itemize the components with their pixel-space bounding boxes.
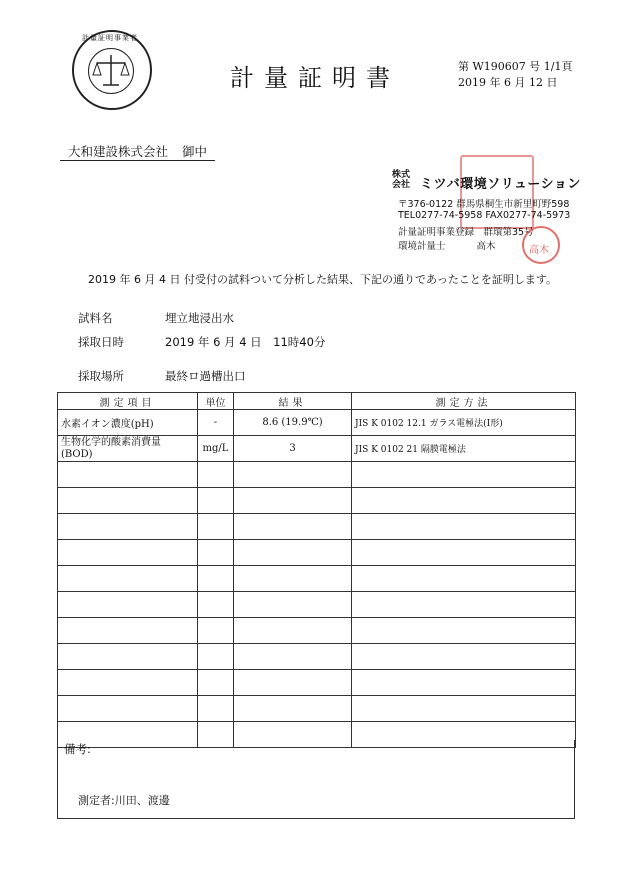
results-table xyxy=(57,392,575,748)
certification-statement: 2019 年 6 月 4 日 付受付の試料ついて分析した結果、下記の通りであったことを証明します。 xyxy=(88,273,557,286)
measurer-title: 環境計量士 xyxy=(398,241,446,252)
table-row-empty xyxy=(58,696,576,722)
table-row-empty xyxy=(58,670,576,696)
row-item: 水素イオン濃度(pH) xyxy=(58,410,198,436)
measured-by: 測定者:川田、渡邊 xyxy=(78,794,170,807)
personal-seal-text: 高木 xyxy=(529,245,549,256)
sampling-date-value: 2019 年 6 月 4 日 11時40分 xyxy=(165,335,326,349)
issuer-tel-fax: TEL0277-74-5958 FAX0277-74-5973 xyxy=(398,210,571,221)
table-row xyxy=(58,436,576,462)
sample-name-value: 埋立地浸出水 xyxy=(165,311,234,325)
table-row-empty xyxy=(58,488,576,514)
row-item: 生物化学的酸素消費量 (BOD) xyxy=(58,436,198,462)
table-row-empty xyxy=(58,592,576,618)
table-row xyxy=(58,410,576,436)
issuer-name: ミツバ環境ソリューション xyxy=(420,177,581,192)
header-method: 測定方法 xyxy=(352,393,576,410)
header-result: 結果 xyxy=(234,393,352,410)
sampling-place-value: 最終ロ過槽出口 xyxy=(165,369,246,383)
document-date: 2019 年 6 月 12 日 xyxy=(458,76,558,89)
company-prefix: 株式 会社 xyxy=(392,170,411,190)
sampling-place-label: 採取場所 xyxy=(78,369,124,383)
sample-name-label: 試料名 xyxy=(78,311,113,325)
measurer-name: 高木 xyxy=(476,241,496,252)
header-unit: 単位 xyxy=(198,393,234,410)
client-block xyxy=(68,142,207,160)
row-result: 8.6 (19.9℃) xyxy=(234,410,352,436)
issuer-address: 〒376-0122 群馬県桐生市新里町野598 xyxy=(398,199,570,210)
client-underline xyxy=(60,160,215,161)
remarks-label: 備考: xyxy=(64,742,91,756)
table-row-empty xyxy=(58,514,576,540)
header-item: 測定項目 xyxy=(58,393,198,410)
row-result: 3 xyxy=(234,436,352,462)
table-row-empty xyxy=(58,644,576,670)
table-header-row xyxy=(58,393,576,410)
table-row-empty xyxy=(58,462,576,488)
issuer-measurer xyxy=(398,238,496,252)
seal-text: 計量証明事業者 xyxy=(82,34,138,42)
row-method: JIS K 0102 12.1 ガラス電極法(I形) xyxy=(352,410,576,436)
sampling-date-label: 採取日時 xyxy=(78,335,124,349)
scale-emblem-icon xyxy=(88,48,134,94)
client-honorific: 御中 xyxy=(182,144,208,159)
row-unit: mg/L xyxy=(198,436,234,462)
client-name: 大和建設株式会社 xyxy=(68,144,169,159)
document-number: 第 W190607 号 1/1頁 xyxy=(458,60,573,73)
table-row-empty xyxy=(58,566,576,592)
page-title: 計量証明書 xyxy=(230,64,400,92)
table-row-empty xyxy=(58,540,576,566)
row-method: JIS K 0102 21 隔膜電極法 xyxy=(352,436,576,462)
table-row-empty xyxy=(58,618,576,644)
row-unit: - xyxy=(198,410,234,436)
issuer-registration: 計量証明事業登録 群環第35号 xyxy=(398,227,534,238)
